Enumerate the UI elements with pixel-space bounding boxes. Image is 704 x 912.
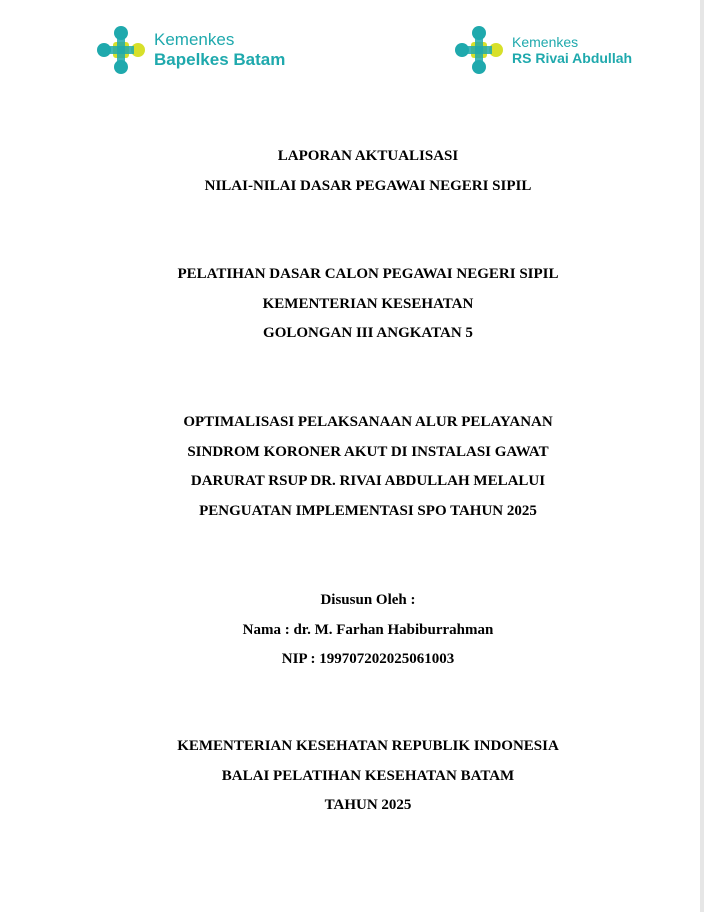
topic-line: OPTIMALISASI PELAKSANAAN ALUR PELAYANAN [183, 414, 553, 430]
topic-line: SINDROM KORONER AKUT DI INSTALASI GAWAT [187, 443, 549, 460]
title-line: LAPORAN AKTUALISASI [277, 148, 459, 164]
logo-left-line1: Kemenkes [154, 30, 235, 50]
logo-right-line1: Kemenkes [512, 33, 579, 50]
institution-info [0, 732, 704, 821]
report-title [0, 142, 704, 201]
logo-rs-rivai-abdullah [454, 22, 632, 78]
author-name: Nama : dr. M. Farhan Habiburrahman [242, 621, 494, 638]
report-topic [0, 408, 704, 526]
logo-bapelkes-batam [96, 22, 285, 78]
institution-year: TAHUN 2025 [324, 797, 412, 813]
institution-line: KEMENTERIAN KESEHATAN REPUBLIK INDONESIA [177, 738, 559, 754]
kemenkes-logo-icon [454, 25, 504, 75]
institution-line: BALAI PELATIHAN KESEHATAN BATAM [221, 767, 515, 784]
training-info [0, 260, 704, 349]
logo-left-line2: Bapelkes Batam [154, 50, 286, 69]
author-info [0, 586, 704, 675]
logo-right-line2: RS Rivai Abdullah [512, 50, 633, 66]
topic-line: DARURAT RSUP DR. RIVAI ABDULLAH MELALUI [190, 473, 546, 489]
training-line: KEMENTERIAN KESEHATAN [262, 295, 474, 312]
training-line: GOLONGAN III ANGKATAN 5 [263, 325, 473, 341]
author-nip: NIP : 199707202025061003 [281, 651, 455, 667]
kemenkes-logo-icon [96, 25, 146, 75]
title-line: NILAI-NILAI DASAR PEGAWAI NEGERI SIPIL [204, 177, 532, 194]
topic-line: PENGUATAN IMPLEMENTASI SPO TAHUN 2025 [199, 502, 537, 519]
author-heading: Disusun Oleh : [320, 592, 416, 608]
training-line: PELATIHAN DASAR CALON PEGAWAI NEGERI SIPIL [177, 266, 559, 282]
